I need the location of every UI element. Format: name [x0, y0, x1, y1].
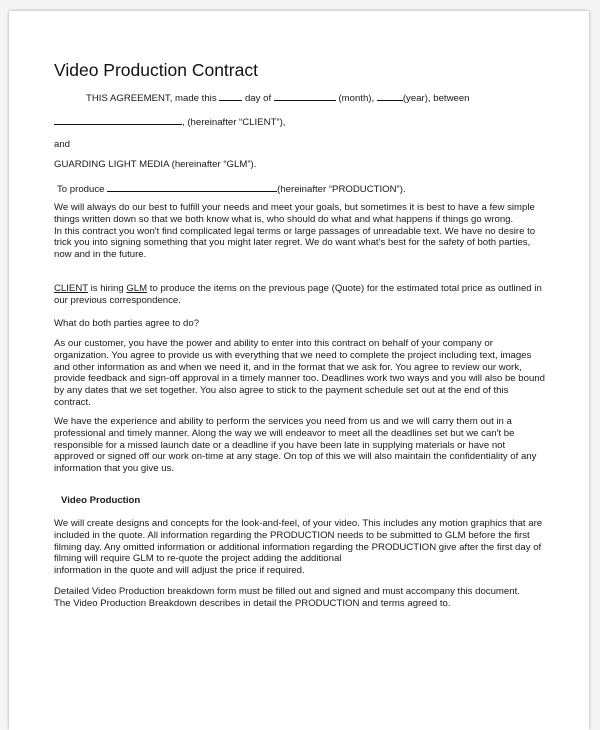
- agreement-text-3: (month),: [338, 93, 375, 104]
- production-blank: [107, 182, 277, 192]
- day-blank: [219, 91, 242, 101]
- agreement-text-1: THIS AGREEMENT, made this: [86, 93, 217, 104]
- client-term: CLIENT: [54, 283, 88, 294]
- agreement-text-4: (year), between: [402, 93, 470, 104]
- paragraph-services: We have the experience and ability to perform the services you need from us and we will carry them out in a professional and timely manner. Along the way we will endeavor to meet all the deadlines set but we can't be responsible for a missed launch date or a deadline if you have been late in supplying materials or have not approved or signed off our work on-time at any stage. On top of this we will also maintain the confidentiality of any information that you give us.: [54, 416, 537, 475]
- agreement-line: [86, 91, 470, 105]
- document-title: Video Production Contract: [54, 60, 258, 80]
- year-blank: [377, 91, 403, 101]
- question-line: What do both parties agree to do?: [54, 318, 200, 329]
- month-blank: [274, 91, 336, 101]
- client-line: [54, 115, 285, 129]
- and-line: and: [54, 139, 71, 150]
- agreement-text-2: day of: [244, 93, 272, 104]
- paragraph-breakdown: Detailed Video Production breakdown form must be filled out and signed and must accompany this document. The Video Production Breakdown describes in detail the PRODUCTION and terms agreed to.: [54, 586, 520, 609]
- paragraph-hiring: CLIENT is hiring GLM to produce the items on the previous page (Quote) for the estimated total price as outlined in our previous correspondence.: [54, 283, 542, 306]
- paragraph-video-production: We will create designs and concepts for the look-and-feel, of your video. This includes any motion graphics that are included in the quote. All information regarding the PRODUCTION needs to be submitted to GLM before the first filming day. Any omitted information or additional information regarding the PRODUCTION give after the first day of filming will require GLM to re-quote the project adding the additional information in the quote and will adjust the price if required.: [54, 518, 543, 577]
- document-page: [9, 11, 589, 730]
- paragraph-customer: As our customer, you have the power and ability to enter into this contract on behalf of your company or organization. You agree to provide us with everything that we need to complete the project including text, images and other information as and when we need it, and in the format that we ask for. You agree to review our work, provide feedback and sign-off approval in a timely manner too. Deadlines work two ways and you will also be bound by any dates that we set together. You also agree to stick to the payment schedule set out at the end of this contract.: [54, 338, 545, 408]
- produce-text-2: (hereinafter “PRODUCTION”).: [277, 184, 406, 195]
- glm-term: GLM: [126, 283, 148, 294]
- paragraph-intro: We will always do our best to fulfill your needs and meet your goals, but sometimes it is best to have a few simple things written down so that we both know what is, who should do what and what happens if things go wrong. In this contract you won't find complicated legal terms or large passages of unreadable text. We have no desire to trick you into signing something that you might later regret. We do want what's best for the safety of both parties, now and in the future.: [54, 202, 536, 261]
- produce-line: [57, 182, 406, 196]
- client-label: , (hereinafter “CLIENT”),: [182, 117, 286, 128]
- glm-line: GUARDING LIGHT MEDIA (hereinafter “GLM”).: [54, 159, 257, 170]
- client-name-blank: [54, 115, 182, 125]
- produce-text-1: To produce: [57, 184, 105, 195]
- section-heading: Video Production: [61, 495, 141, 506]
